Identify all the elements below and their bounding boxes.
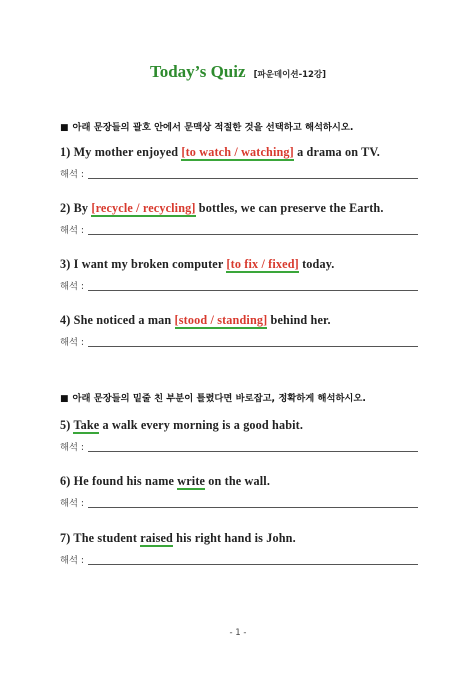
instruction-text: 아래 문장들의 괄호 안에서 문맥상 적절한 것을 선택하고 해석하시오. xyxy=(72,122,354,133)
page-number: - 1 - xyxy=(229,628,247,638)
question-text: today. xyxy=(298,257,335,271)
translation-line[interactable] xyxy=(60,166,418,180)
question-1 xyxy=(60,145,380,160)
underlined-word: write xyxy=(177,474,206,488)
answer-blank[interactable] xyxy=(88,227,418,235)
question-3 xyxy=(60,257,334,272)
quiz-title xyxy=(0,62,476,82)
choice-bracket: [stood / standing] xyxy=(174,313,268,327)
translation-label: 해석 : xyxy=(60,442,85,453)
answer-blank[interactable] xyxy=(88,339,418,347)
question-text: bottles, we can preserve the Earth. xyxy=(195,201,384,215)
translation-line[interactable] xyxy=(60,278,418,292)
question-text: a walk every morning is a good habit. xyxy=(99,418,304,432)
answer-blank[interactable] xyxy=(88,171,418,179)
answer-blank[interactable] xyxy=(88,557,418,565)
instruction-section-1 xyxy=(60,119,353,133)
question-text: on the wall. xyxy=(205,474,271,488)
translation-line[interactable] xyxy=(60,495,418,509)
question-5 xyxy=(60,418,303,433)
translation-label: 해석 : xyxy=(60,555,85,566)
question-2 xyxy=(60,201,384,216)
translation-line[interactable] xyxy=(60,552,418,566)
question-text: his right hand is John. xyxy=(172,531,296,545)
question-7 xyxy=(60,531,296,546)
underlined-word: Take xyxy=(73,418,100,432)
question-text: a drama on TV. xyxy=(293,145,381,159)
question-text: behind her. xyxy=(267,313,331,327)
answer-blank[interactable] xyxy=(88,444,418,452)
question-text: 2) By xyxy=(60,201,92,215)
translation-label: 해석 : xyxy=(60,337,85,348)
question-text: 4) She noticed a man xyxy=(60,313,175,327)
choice-bracket: [recycle / recycling] xyxy=(91,201,196,215)
title-text: Today’s Quiz xyxy=(149,62,246,81)
square-bullet-icon: ■ xyxy=(60,394,69,404)
square-bullet-icon: ■ xyxy=(60,123,69,133)
instruction-section-2 xyxy=(60,390,366,404)
question-4 xyxy=(60,313,331,328)
translation-label: 해석 : xyxy=(60,225,85,236)
translation-label: 해석 : xyxy=(60,498,85,509)
question-text: 3) I want my broken computer xyxy=(60,257,227,271)
translation-label: 해석 : xyxy=(60,281,85,292)
underlined-word: raised xyxy=(140,531,173,545)
translation-label: 해석 : xyxy=(60,169,85,180)
instruction-text: 아래 문장들의 밑줄 친 부분이 틀렸다면 바로잡고, 정확하게 해석하시오. xyxy=(72,393,366,404)
translation-line[interactable] xyxy=(60,334,418,348)
translation-line[interactable] xyxy=(60,439,418,453)
choice-bracket: [to fix / fixed] xyxy=(226,257,299,271)
question-text: 6) He found his name xyxy=(60,474,178,488)
question-6 xyxy=(60,474,270,489)
translation-line[interactable] xyxy=(60,222,418,236)
choice-bracket: [to watch / watching] xyxy=(181,145,294,159)
answer-blank[interactable] xyxy=(88,283,418,291)
question-text: 5) xyxy=(60,418,74,432)
answer-blank[interactable] xyxy=(88,500,418,508)
subtitle-text: [파운데이션-12강] xyxy=(253,70,327,80)
question-text: 1) My mother enjoyed xyxy=(60,145,182,159)
question-text: 7) The student xyxy=(60,531,141,545)
